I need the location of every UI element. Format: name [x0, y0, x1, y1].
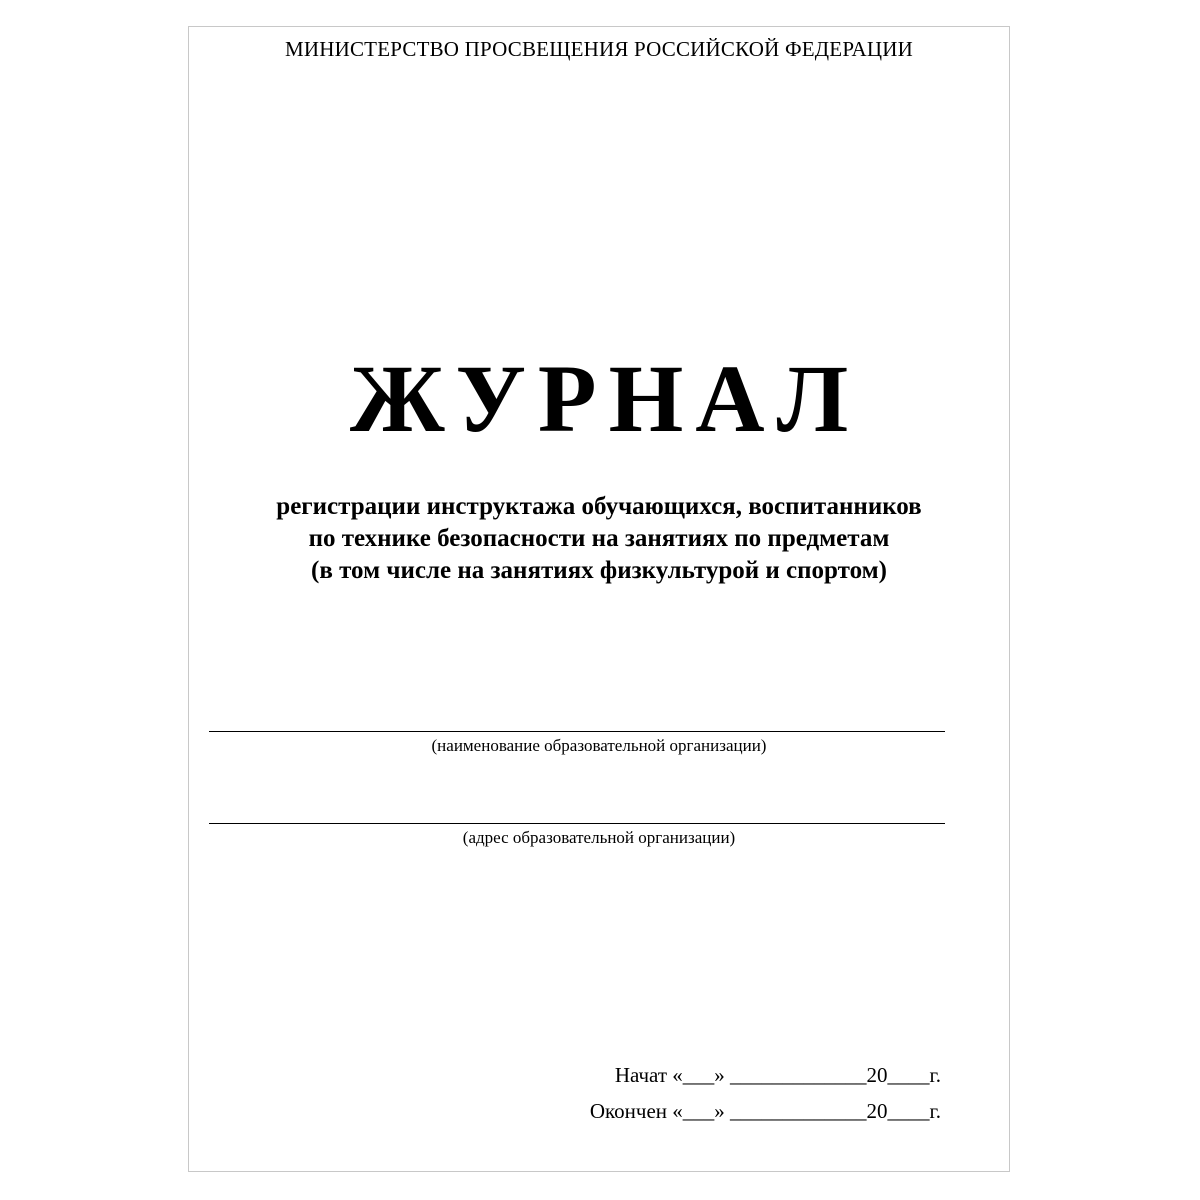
- org-name-line: [209, 731, 945, 732]
- finished-date-line: Окончен «___» _____________20____г.: [589, 1099, 941, 1123]
- document-subtitle: [189, 491, 1009, 587]
- document-title: ЖУРНАЛ: [349, 345, 861, 452]
- started-date-line: Начат «___» _____________20____г.: [614, 1063, 941, 1087]
- org-name-caption: (наименование образовательной организации): [431, 736, 767, 755]
- ministry-header: МИНИСТЕРСТВО ПРОСВЕЩЕНИЯ РОССИЙСКОЙ ФЕДЕРАЦИИ: [285, 37, 913, 61]
- journal-cover-page: [188, 26, 1010, 1172]
- org-address-caption: (адрес образовательной организации): [462, 828, 736, 847]
- org-address-line: [209, 823, 945, 824]
- subtitle-line: по технике безопасности на занятиях по предметам: [308, 525, 890, 552]
- subtitle-line: регистрации инструктажа обучающихся, воспитанников: [276, 493, 922, 520]
- subtitle-line: (в том числе на занятиях физкультурой и спортом): [311, 557, 887, 584]
